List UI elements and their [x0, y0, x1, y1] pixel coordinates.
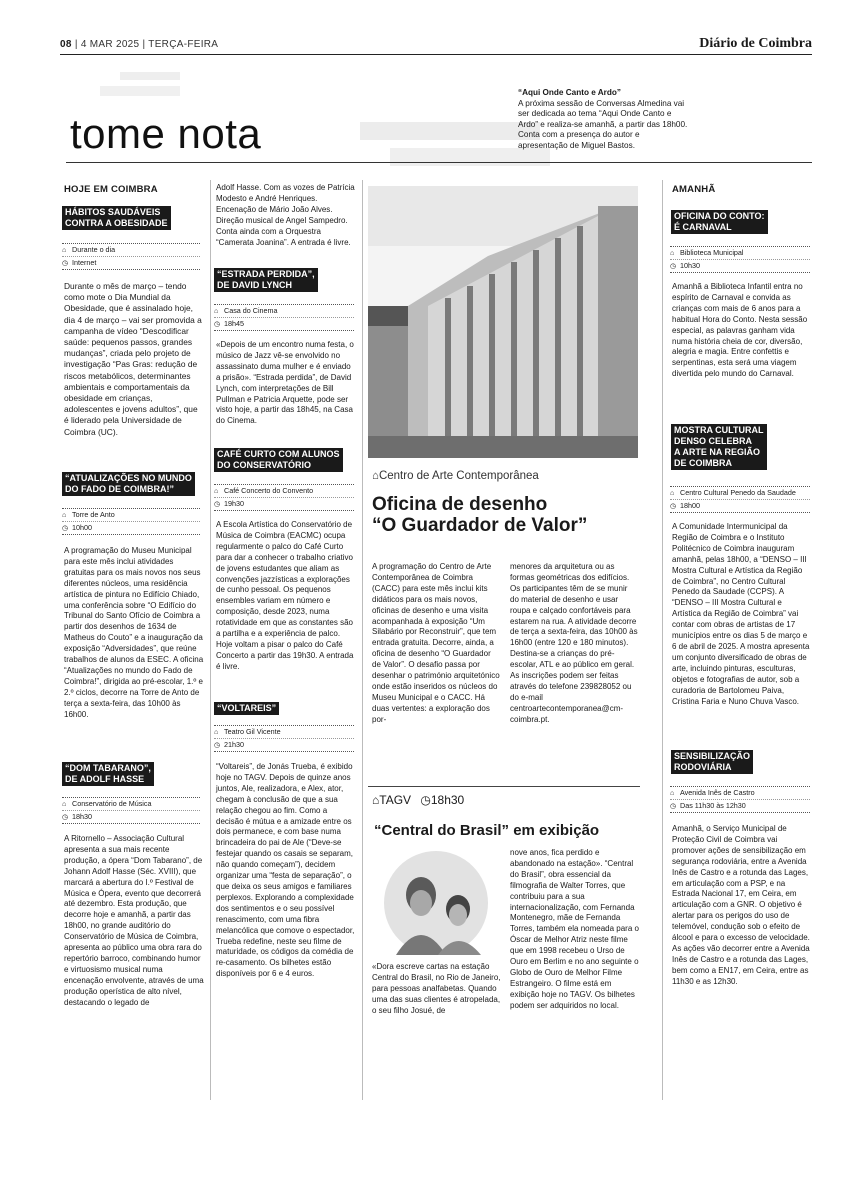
building-photo	[368, 186, 638, 458]
home-icon: ⌂	[670, 490, 675, 497]
clock-icon: ◷	[670, 803, 677, 810]
event-meta-fado: ⌂ Torre de Anto ◷ 10h00	[62, 508, 200, 535]
header-date: 4 MAR 2025	[80, 39, 140, 50]
event-text-cafe-curto: A Escola Artística do Conservatório de Música de Coimbra (EACMC) ocupa regularmente o palco do Café Curto para dar a conhecer o trabalho criativo de jovens estudantes que aliam as convenções jazzísticas a explorações de cunho pessoal. Os pequenos ensembles variam em número e composição, desde 2023, numa rotatividade em que as constantes são a partilha e a experiência de palco. Hoje voltam a pisar o palco do Café Concerto a partir das 19h30. A entrada é livre.	[216, 520, 354, 671]
event-meta-cafe-curto: ⌂ Café Concerto do Convento ◷ 19h30	[214, 484, 354, 511]
clock-icon: ◷	[670, 503, 677, 510]
top-event-box	[518, 88, 688, 151]
event-tag-denso: MOSTRA CULTURAL DENSO CELEBRA A ARTE NA REGIÃO DE COIMBRA	[671, 424, 767, 470]
event-meta-voltareis: ⌂ Teatro Gil Vicente ◷ 21h30	[214, 725, 354, 752]
event-text-rodoviaria: Amanhã, o Serviço Municipal de Proteção Civil de Coimbra vai promover ações de sensibilização em segurança rodoviária, entre a Avenida Inês de Castro e a rotunda das Lages, em articulação com a PSP, e na Estrada Nacional 17, em Ceira, em articulação com a GNR. O objetivo é alertar para os perigos do uso de telemóvel, condução sob o efeito de álcool e para o excesso de velocidade. As ações vão decorrer entre a Avenida Inês de Castro e a rotunda das Lages, bem como a EN17, em Ceira, entre as 11h30 e as 12h30.	[672, 824, 810, 986]
clock-icon: ◷	[62, 260, 69, 267]
clock-icon: ◷	[214, 501, 221, 508]
feature-text-oficina-b: menores da arquitetura ou as formas geométricas dos edifícios. Os participantes têm de se munir do material de desenho e usar roupa e calçado confortáveis para estarem na rua. A atividade decorre de terça a sexta-feira, das 10h00 às 16h00 (entre 120 e 180 minutos). Destina-se a crianças do pré-escolar, ATL e ao público em geral. As inscrições podem ser feitas através do telefone 239828052 ou do e-mail centroartecontemporanea@cm-coimbra.pt.	[510, 562, 638, 724]
home-icon: ⌂	[670, 790, 675, 797]
home-icon: ⌂	[372, 470, 379, 482]
event-tag-conto: OFICINA DO CONTO: É CARNAVAL	[671, 210, 768, 234]
page-header	[60, 38, 812, 55]
clock-icon: ◷	[214, 321, 221, 328]
feature-venue-cacc: ⌂Centro de Arte Contemporânea	[372, 470, 539, 482]
top-event-text: A próxima sessão de Conversas Almedina vai ser dedicada ao tema “Aqui Onde Canto e Ardo” e realiza-se amanhã, a partir das 18h00. Conta com a presença do autor e apresentação de Miguel Bastos.	[518, 98, 688, 150]
column-heading-tomorrow: AMANHÃ	[672, 184, 716, 195]
column-heading-today: HOJE EM COIMBRA	[64, 184, 158, 195]
event-meta-lynch: ⌂ Casa do Cinema ◷ 18h45	[214, 304, 354, 331]
column-divider	[210, 180, 211, 1100]
clock-icon: ◷	[214, 742, 221, 749]
event-text-fado: A programação do Museu Municipal para este mês inclui atividades gratuitas para os mais novos nos seus diferentes núcleos, uma residência artística de pintura no Edifício Chiado, uma conferência sobre “O Edifício do Tribunal do Santo Ofício de Coimbra a partir dos desenhos de 1634 de Matheus do Couto” e a inauguração da exposição “Adversidades”, que reúne trabalhos de alunos da ESEC. A oficina “Atualizações no mundo do Fado de Coimbra!”, dirigida ao pré-escolar, 1.º e 2.º ciclos, decorre na Torre de Anto de terça a sexta-feira, das 10h00 às 16h00.	[64, 546, 204, 719]
feature-divider	[368, 786, 640, 787]
section-title: tome nota	[70, 110, 262, 157]
newspaper-logo: Diário de Coimbra	[699, 36, 812, 51]
event-meta-tabarano: ⌂ Conservatório de Música ◷ 18h30	[62, 797, 200, 824]
event-tag-lynch: “ESTRADA PERDIDA”, DE DAVID LYNCH	[214, 268, 318, 292]
feature-text-central-b: nove anos, fica perdido e abandonado na estação». “Central do Brasil”, obra essencial da filmografia de Walter Torres, que contribuiu para a sua internacionalização, com Fernanda Montenegro, mãe de Fernanda Torres, também ela nomeada para o Óscar de Melhor Atriz neste filme que em 1998 recebeu o Urso de Ouro em Berlim e no ano seguinte o Globo de Ouro de Melhor Filme Estrangeiro. O filme está em exibição hoje no TAGV. Os bilhetes podem ser adquiridos no local.	[510, 848, 639, 1010]
event-tag-voltareis: “VOLTAREIS”	[214, 702, 279, 715]
building-photo-graphic	[368, 186, 638, 458]
title-divider	[66, 162, 812, 163]
film-still-graphic	[376, 845, 496, 955]
feature-text-oficina-a: A programação do Centro de Arte Contemporânea de Coimbra (CACC) para este mês inclui kits didáticos para os mais novos, oficinas de desenho e uma visita acompanhada à exposição “Um Silabário por Reconstruir”, que tem entrada gratuita. Decorre, ainda, a oficina de desenho “O Guardador de Valor”. O desafio passa por desenhar o património arquitetónico onde estão inseridos os núcleos do Museu Municipal e o CACC. Há duas vertentes: a exploração dos por-	[372, 562, 500, 724]
event-meta-rodoviaria: ⌂ Avenida Inês de Castro ◷ Das 11h30 às 12h30	[670, 786, 810, 813]
event-text-tabarano: A Ritornello – Associação Cultural apresenta a sua mais recente produção, a ópera “Dom Tabarano”, de Johann Adolf Hasse (Séc. XVIII), que marcará a abertura do I.º Festival de Música e Ópera, evento que decorrerá até dezembro. Esta produção, que decorre hoje e amanhã, a partir das 18h00, no grande auditório do Conservatório de Música de Coimbra, apresenta ao público uma obra rara do repertório barroco, combinando humor e virtuosismo musical numa encenação envolvente, através de uma produção operística de alto nível, destacando o legado de	[64, 834, 204, 1007]
event-text-obesity: Durante o mês de março – tendo como mote o Dia Mundial da Obesidade, que é assinalado hoje, dia 4 de março – vai ser promovida a campanha de vídeo “Descodificar saúde: pequenos passos, grandes mudanças”, criada pelo projeto de investigação “Pas Gras: redução de riscos metabólicos, determinantes ambientais e comportamentais da obesidade em crianças, adolescentes e jovens adultos”, que é liderado pela Universidade de Coimbra (UC).	[64, 281, 202, 437]
event-tag-obesity: HÁBITOS SAUDÁVEIS CONTRA A OBESIDADE	[62, 206, 171, 230]
home-icon: ⌂	[62, 247, 67, 254]
home-icon: ⌂	[62, 801, 67, 808]
home-icon: ⌂	[670, 250, 675, 257]
feature-venue-tagv: ⌂TAGV ◷18h30	[372, 793, 465, 807]
event-text-denso: A Comunidade Intermunicipal da Região de Coimbra e o Instituto Politécnico de Coimbra inauguram amanhã, pelas 18h00, a “DENSO – III Mostra Cultural e Artística da Região de Coimbra”, no Centro Cultural Penedo da Saudade (CCPS). A “DENSO – III Mostra Cultural e Artística da Região de Coimbra” vai contar com obras de artistas de 17 municípios entre os dias 5 de março e 6 de abril de 2025. A mostra apresenta um conjunto diversificado de obras de arte, incluindo pinturas, esculturas, objetos e fotografias de autor, sob a curadoria de Bartolomeu Paiva, Cristina Faria e Nuno Chuva Vasco.	[672, 522, 810, 706]
clock-icon: ◷	[62, 525, 69, 532]
clock-icon: ◷	[62, 814, 69, 821]
event-meta-denso: ⌂ Centro Cultural Penedo da Saudade ◷ 18h00	[670, 486, 810, 513]
event-meta-obesity: ⌂ Durante o dia ◷ Internet	[62, 243, 200, 270]
event-tag-fado: “ATUALIZAÇÕES NO MUNDO DO FADO DE COIMBRA!”	[62, 472, 195, 496]
home-icon: ⌂	[62, 512, 67, 519]
home-icon: ⌂	[372, 793, 380, 807]
feature-text-central-a: «Dora escreve cartas na estação Central do Brasil, no Rio de Janeiro, para pessoas analfabetas. Quando uma das suas clientes é atropelada, o seu filho Josué, de	[372, 962, 501, 1015]
header-weekday: TERÇA-FEIRA	[148, 39, 219, 50]
event-text-lynch: «Depois de um encontro numa festa, o músico de Jazz vê-se envolvido no assassinato duma mulher e é enviado a prisão». “Estrada perdida”, de David Lynch, com interpretações de Bill Pullman e Patricia Arquette, pode ser visto hoje, a partir das 18h45, na Casa do Cinema.	[216, 340, 354, 426]
page-number: 08	[60, 39, 72, 50]
event-text-tabarano-continued: Adolf Hasse. Com as vozes de Patrícia Modesto e André Henriques. Encenação de Mário João Alves. Direção musical de Angel Sampedro. Conta ainda com a Orquestra “Camerata Joanina”. A entrada é livre.	[216, 183, 355, 247]
event-text-voltareis: “Voltareis”, de Jonás Trueba, é exibido hoje no TAGV. Depois de quinze anos juntos, Ale, realizadora, e Alex, ator, chegam à conclusão de que a sua relação chegou ao fim. Como a decisão é mútua e a amizade entre os dois permanece, e com base numa brincadeira do pai de Ale (“Deve-se festejar quando os casais se separam, não quando começam”), decidem organizar uma “festa de separação”, o que deixa os seus amigos e familiares perplexos. Explorando a complexidade dos sentimentos e o seu possível renascimento, com uma fibra melancólica que comove o espectador, Trueba redefine, neste seu filme de maturidade, os códigos da comédia de re-casamento. Os bilhetes estão disponíveis por 6 e 4 euros.	[216, 762, 355, 979]
event-tag-tabarano: “DOM TABARANO”, DE ADOLF HASSE	[62, 762, 154, 786]
home-icon: ⌂	[214, 729, 219, 736]
feature-headline-central: “Central do Brasil” em exibição	[374, 822, 600, 839]
clock-icon: ◷	[420, 793, 431, 807]
event-text-conto: Amanhã a Biblioteca Infantil entra no espírito de Carnaval e convida as crianças com mais de 6 anos para a habitual Hora do Conto. Nesta sessão especial, as palavras ganham vida numa história cheia de cor, diversão, alegria e magia. Entre confettis e serpentinas, esta será uma viagem divertida pelo mundo do Carnaval.	[672, 282, 808, 379]
event-tag-rodoviaria: SENSIBILIZAÇÃO RODOVIÁRIA	[671, 750, 753, 774]
film-still-photo	[376, 845, 496, 955]
column-divider	[662, 180, 663, 1100]
header-info: 08 | 4 MAR 2025 | TERÇA-FEIRA	[60, 39, 219, 50]
column-divider	[362, 180, 363, 1100]
feature-headline-oficina: Oficina de desenho “O Guardador de Valor”	[372, 494, 588, 536]
home-icon: ⌂	[214, 308, 219, 315]
clock-icon: ◷	[670, 263, 677, 270]
home-icon: ⌂	[214, 488, 219, 495]
event-tag-cafe-curto: CAFÉ CURTO COM ALUNOS DO CONSERVATÓRIO	[214, 448, 343, 472]
top-event-title: “Aqui Onde Canto e Ardo”	[518, 88, 621, 97]
event-meta-conto: ⌂ Biblioteca Municipal ◷ 10h30	[670, 246, 810, 273]
